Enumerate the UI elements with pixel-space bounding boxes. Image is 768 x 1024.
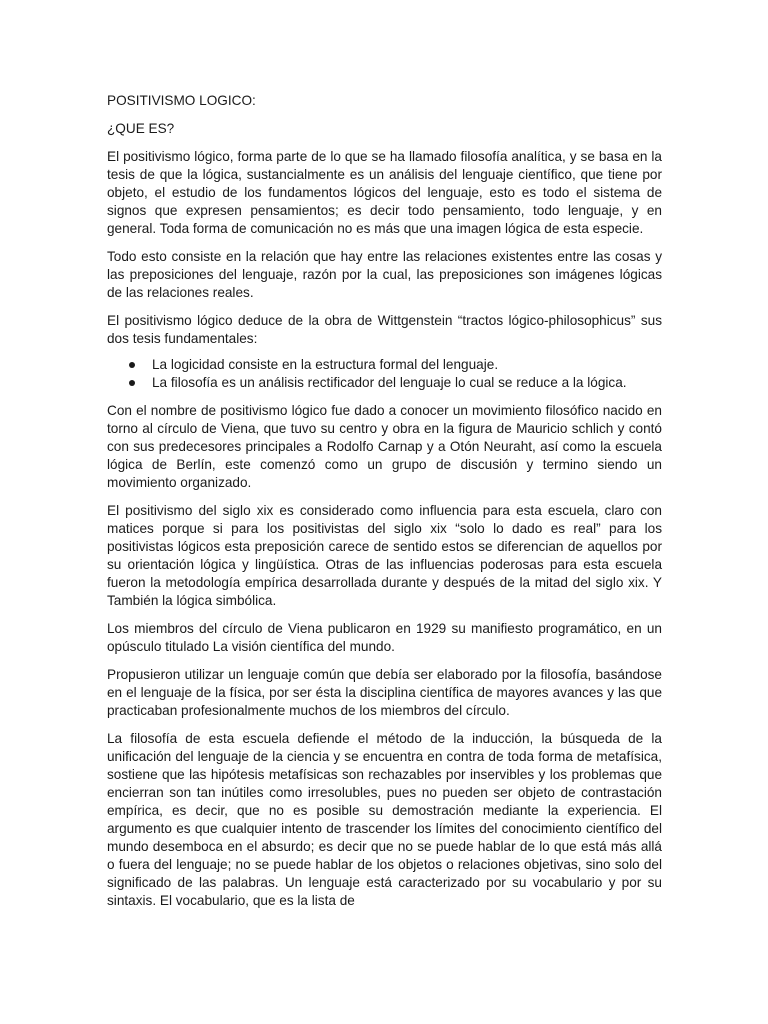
paragraph-wittgenstein: El positivismo lógico deduce de la obra de Wittgenstein “tractos lógico-philosophicus” sus dos tesis fundamentales: xyxy=(107,313,662,346)
document-title: POSITIVISMO LOGICO: xyxy=(107,93,256,108)
document-subtitle: ¿QUE ES? xyxy=(107,121,175,136)
bullet-icon xyxy=(129,362,135,368)
list-item-text: La logicidad consiste en la estructura formal del lenguaje. xyxy=(152,357,499,372)
list-item xyxy=(107,374,662,392)
paragraph-relations: Todo esto consiste en la relación que hay entre las relaciones existentes entre las cosas y las preposiciones del lenguaje, razón por la cual, las preposiciones son imágenes lógicas de las relaciones reales. xyxy=(107,249,662,300)
paragraph-induction: La filosofía de esta escuela defiende el método de la inducción, la búsqueda de la unificación del lenguaje de la ciencia y se encuentra en contra de toda forma de metafísica, sostiene que las hipótesis metafísicas son rechazables por inservibles y los problemas que encierran son tan inútiles como irresolubles, pues no pueden ser objeto de contrastación empírica, es decir, que no es posible su demostración mediante la experiencia. El argumento es que cualquier intento de trascender los límites del conocimiento científico del mundo desemboca en el absurdo; es decir que no se puede hablar de lo que está más allá o fuera del lenguaje; no se puede hablar de los objetos o relaciones objetivas, sino solo del significado de las palabras. Un lenguaje está caracterizado por su vocabulario y por su sintaxis. El vocabulario, que es la lista de xyxy=(107,731,662,908)
document-page xyxy=(107,92,662,920)
list-item xyxy=(107,356,662,374)
bullet-icon xyxy=(129,380,135,386)
paragraph-manifesto: Los miembros del círculo de Viena publicaron en 1929 su manifiesto programático, en un opúsculo titulado La visión científica del mundo. xyxy=(107,621,662,654)
paragraph-common-language: Propusieron utilizar un lenguaje común que debía ser elaborado por la filosofía, basándose en el lenguaje de la física, por ser ésta la disciplina científica de mayores avances y las que practicaban profesionalmente muchos de los miembros del círculo. xyxy=(107,667,662,718)
paragraph-influences: El positivismo del siglo xix es considerado como influencia para esta escuela, claro con matices porque si para los positivistas del siglo xix “solo lo dado es real” para los positivistas lógicos esta preposición carece de sentido estos se diferencian de aquellos por su orientación lógica y lingüística. Otras de las influencias poderosas para esta escuela fueron la metodología empírica desarrollada durante y después de la mitad del siglo xix. Y También la lógica simbólica. xyxy=(107,503,662,608)
paragraph-vienna-circle: Con el nombre de positivismo lógico fue dado a conocer un movimiento filosófico nacido en torno al círculo de Viena, que tuvo su centro y obra en la figura de Mauricio schlich y contó con sus predecesores principales a Rodolfo Carnap y a Otón Neuraht, así como la escuela lógica de Berlín, este comenzó como un grupo de discusión y termino siendo un movimiento organizado. xyxy=(107,403,662,490)
list-item-text: La filosofía es un análisis rectificador del lenguaje lo cual se reduce a la lógica. xyxy=(152,375,627,390)
paragraph-definition: El positivismo lógico, forma parte de lo que se ha llamado filosofía analítica, y se basa en la tesis de que la lógica, sustancialmente es un análisis del lenguaje científico, que tiene por objeto, el estudio de los fundamentos lógicos del lenguaje, esto es todo el sistema de signos que expresen pensamientos; es decir todo pensamiento, todo lenguaje, y en general. Toda forma de comunicación no es más que una imagen lógica de esta especie. xyxy=(107,149,662,236)
thesis-list xyxy=(107,356,662,392)
